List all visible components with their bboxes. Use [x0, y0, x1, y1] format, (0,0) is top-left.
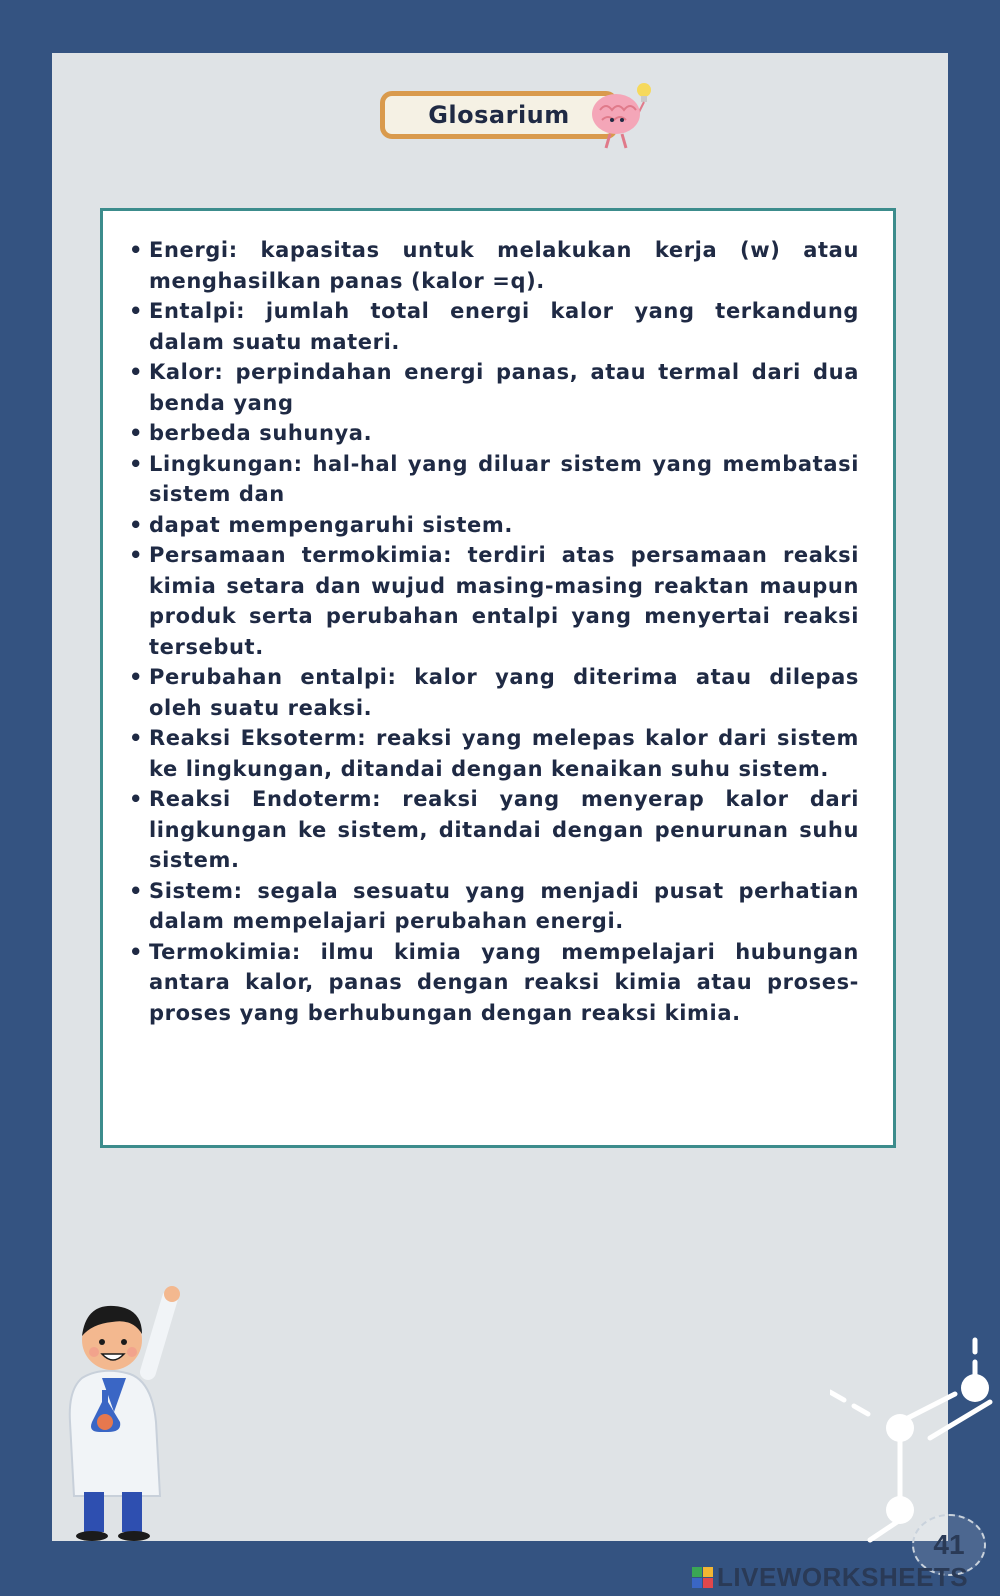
watermark — [692, 1560, 968, 1594]
glossary-item: • Kalor: perpindahan energi panas, atau termal dari dua benda yang — [149, 357, 859, 418]
page-title: Glosarium — [428, 101, 570, 129]
glossary-item: • Energi: kapasitas untuk melakukan kerja (w) atau menghasilkan panas (kalor =q). — [149, 235, 859, 296]
liveworksheets-logo-icon — [692, 1567, 713, 1588]
glossary-item: • Reaksi Eksoterm: reaksi yang melepas kalor dari sistem ke lingkungan, ditandai dengan kenaikan suhu sistem. — [149, 723, 859, 784]
glossary-item: • Lingkungan: hal-hal yang diluar sistem yang membatasi sistem dan — [149, 449, 859, 510]
glossary-item: • Entalpi: jumlah total energi kalor yang terkandung dalam suatu materi. — [149, 296, 859, 357]
glossary-item: • berbeda suhunya. — [149, 418, 859, 449]
glossary-list — [125, 235, 859, 1028]
watermark-text: LIVEWORKSHEETS — [717, 1561, 969, 1592]
glossary-item: • Termokimia: ilmu kimia yang mempelajari hubungan antara kalor, panas dengan reaksi kimia atau proses-proses yang berhubungan dengan reaksi kimia. — [149, 937, 859, 1029]
glossary-item: • Persamaan termokimia: terdiri atas persamaan reaksi kimia setara dan wujud masing-masing reaktan maupun produk serta perubahan entalpi yang menyertai reaksi tersebut. — [149, 540, 859, 662]
glossary-item: • Reaksi Endoterm: reaksi yang menyerap kalor dari lingkungan ke sistem, ditandai dengan penurunan suhu sistem. — [149, 784, 859, 876]
title-badge — [380, 91, 618, 139]
brain-mascot-icon — [588, 80, 668, 152]
glossary-item: • Perubahan entalpi: kalor yang diterima atau dilepas oleh suatu reaksi. — [149, 662, 859, 723]
glossary-item: • dapat mempengaruhi sistem. — [149, 510, 859, 541]
page-number: 41 — [912, 1514, 986, 1576]
glossary-item: • Sistem: segala sesuatu yang menjadi pusat perhatian dalam mempelajari perubahan energi. — [149, 876, 859, 937]
glossary-box — [100, 208, 896, 1148]
scientist-illustration-icon — [52, 1282, 192, 1542]
